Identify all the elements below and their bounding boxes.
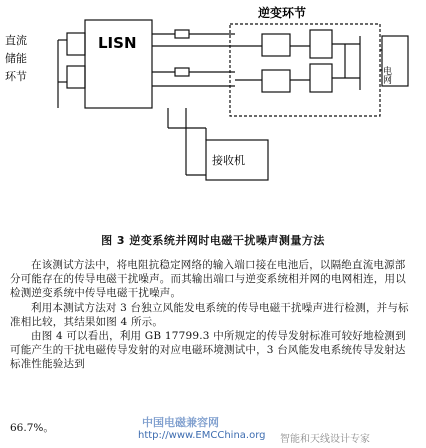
tail-text: 66.7%。	[10, 422, 54, 434]
paragraph-1: 在该测试方法中，将电阻抗稳定网络的输入端口接在电池后，以隔绝直流电源部分可能存在的传导电磁干扰噪声。而其输出端口与逆变系统相并网的电网相连，用以检测逆变系统中传导电磁干扰噪声。	[10, 259, 406, 300]
lisn-port-out	[67, 66, 85, 88]
grid-label: 电网	[381, 66, 391, 84]
dc-label-3: 环节	[5, 70, 27, 83]
watermark-credit: 智能和天线设计专家	[280, 434, 370, 445]
body-text	[10, 258, 416, 372]
paragraph-3: 由图 4 可以看出，利用 GB 17799.3 中所规定的传导发射标准可较好地检测到可能产生的干扰电磁传导发射的对应电磁环境测试中，3 台风能发电系统传导发射达标准性能验达到	[10, 330, 406, 371]
watermark-text: 中国电磁兼容网	[142, 416, 219, 429]
dc-label-2: 储能	[5, 52, 27, 65]
watermark-url[interactable]: http://www.EMCChina.org	[138, 430, 266, 441]
lisn-port-in	[67, 33, 85, 55]
lisn-label: LISN	[98, 34, 137, 52]
figure-caption: 图 3 逆变系统并网时电磁干扰噪声测量方法	[101, 234, 325, 247]
receiver-label: 接收机	[212, 154, 245, 167]
inverter-label: 逆变环节	[258, 6, 307, 20]
dc-label-1: 直流	[5, 34, 27, 47]
paragraph-2: 利用本测试方法对 3 台独立风能发电系统的传导电磁干扰噪声进行检测，并与标准相比较，其结果如图 4 所示。	[10, 301, 409, 328]
